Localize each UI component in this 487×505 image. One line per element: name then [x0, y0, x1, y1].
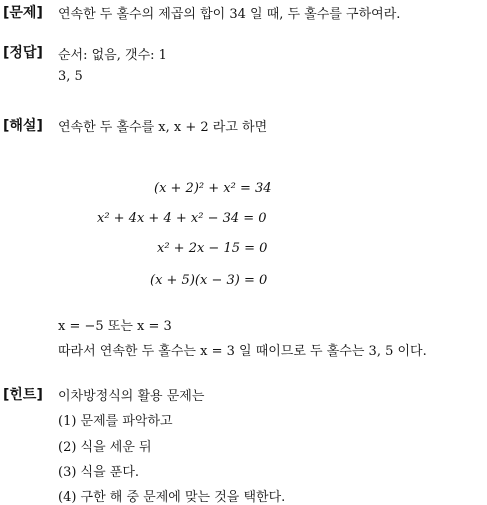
solution-conclusion: 따라서 연속한 두 홀수는 x = 3 일 때이므로 두 홀수는 3, 5 이다. [58, 344, 427, 359]
answer-tag: [정답] [3, 45, 43, 61]
answer-line-2: 3, 5 [58, 69, 83, 84]
hint-step-1: (1) 문제를 파악하고 [58, 414, 173, 429]
solution-tag: [해설] [3, 118, 43, 134]
problem-tag: [문제] [3, 5, 43, 21]
solution-intro: 연속한 두 홀수를 x, x + 2 라고 하면 [58, 120, 268, 135]
hint-step-4: (4) 구한 해 중 문제에 맞는 것을 택한다. [58, 490, 286, 505]
equation-2: x² + 4x + 4 + x² − 34 = 0 [97, 211, 267, 226]
hint-step-3: (3) 식을 푼다. [58, 465, 140, 480]
equation-1: (x + 2)² + x² = 34 [154, 181, 272, 196]
answer-line-1: 순서: 없음, 갯수: 1 [58, 48, 167, 63]
hint-intro: 이차방정식의 활용 문제는 [58, 389, 205, 404]
equation-4: (x + 5)(x − 3) = 0 [150, 273, 268, 288]
problem-text: 연속한 두 홀수의 제곱의 합이 34 일 때, 두 홀수를 구하여라. [58, 7, 401, 22]
hint-tag: [힌트] [3, 387, 43, 403]
hint-step-2: (2) 식을 세운 뒤 [58, 440, 152, 455]
solution-result: x = −5 또는 x = 3 [58, 319, 172, 334]
equation-3: x² + 2x − 15 = 0 [157, 241, 268, 256]
